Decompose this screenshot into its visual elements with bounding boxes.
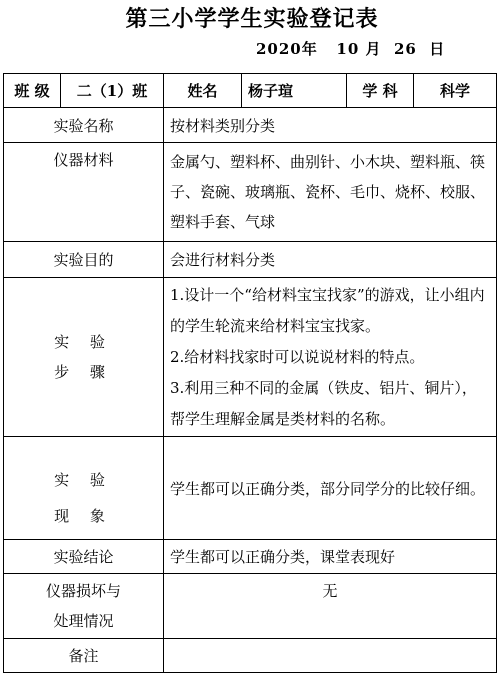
- experiment-name-value: 按材料类别分类: [164, 108, 497, 143]
- materials-value: 金属勺、塑料杯、曲别针、小木块、塑料瓶、筷子、瓷碗、玻璃瓶、瓷杯、毛巾、烧杯、校服、塑料手套、气球: [164, 143, 497, 242]
- class-value: 二（1）班: [61, 74, 164, 108]
- subject-value: 科学: [414, 74, 497, 108]
- damage-row: [4, 574, 497, 639]
- phenomenon-value: 学生都可以正确分类，部分同学分的比较仔细。: [164, 437, 497, 540]
- damage-label: [4, 574, 164, 639]
- purpose-value: 会进行材料分类: [164, 242, 497, 278]
- steps-row: [4, 278, 497, 437]
- class-label: 班 级: [4, 74, 61, 108]
- experiment-name-row: [4, 108, 497, 143]
- step-item: 2.给材料找家时可以说说材料的特点。: [170, 347, 425, 366]
- purpose-label: 实验目的: [4, 242, 164, 278]
- damage-label-line2: 处理情况: [53, 612, 114, 630]
- registration-table: [3, 73, 497, 673]
- materials-label: 仪器材料: [4, 143, 164, 242]
- remarks-value: [164, 639, 497, 673]
- phenomenon-label: [4, 437, 164, 540]
- step-item: 3.利用三种不同的金属（铁皮、铝片、铜片），帮学生理解金属是类材料的名称。: [170, 378, 477, 428]
- phenomenon-label-line2: 现 象: [54, 507, 113, 525]
- steps-label-line1: 实 验: [54, 333, 113, 351]
- conclusion-row: [4, 540, 497, 574]
- steps-value: [164, 278, 497, 437]
- damage-value: 无: [164, 574, 497, 639]
- steps-label-line2: 步 骤: [54, 363, 113, 381]
- step-item: 1.设计一个“给材料宝宝找家”的游戏，让小组内的学生轮流来给材料宝宝找家。: [170, 285, 485, 335]
- purpose-row: [4, 242, 497, 278]
- experiment-name-label: 实验名称: [4, 108, 164, 143]
- form-date: 2020年 10 月 26 日: [256, 40, 446, 58]
- damage-label-line1: 仪器损坏与: [45, 582, 121, 600]
- conclusion-value: 学生都可以正确分类，课堂表现好: [164, 540, 497, 574]
- subject-label: 学 科: [347, 74, 414, 108]
- materials-row: [4, 143, 497, 242]
- header-row: [4, 74, 497, 108]
- form-title: 第三小学学生实验登记表: [125, 7, 379, 32]
- phenomenon-label-line1: 实 验: [54, 471, 113, 489]
- conclusion-label: 实验结论: [4, 540, 164, 574]
- remarks-row: [4, 639, 497, 673]
- remarks-label: 备注: [4, 639, 164, 673]
- steps-label: [4, 278, 164, 437]
- name-value: 杨子瑄: [242, 74, 347, 108]
- name-label: 姓名: [164, 74, 242, 108]
- phenomenon-row: [4, 437, 497, 540]
